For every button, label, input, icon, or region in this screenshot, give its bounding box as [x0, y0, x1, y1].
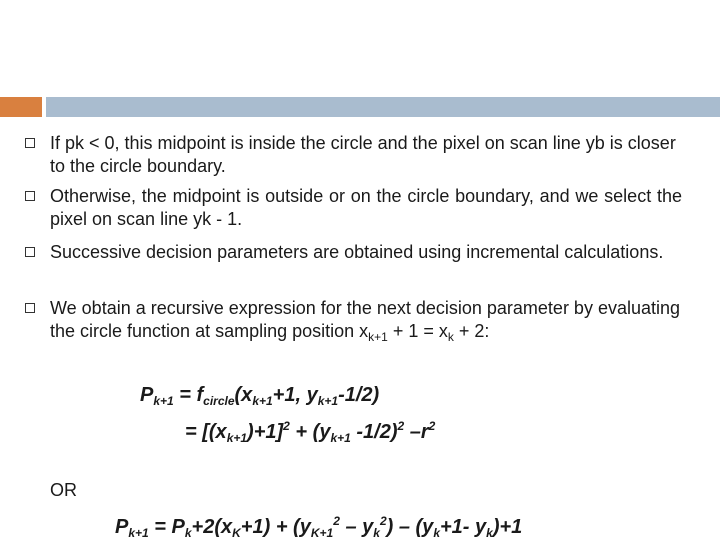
- formula-pk1-expansion: = $[(x_{k+1})+1]^2 + (y_{k+1}$ -1/2)$^2$ $-r^2$: [185, 419, 436, 445]
- bullet-marker-1: [25, 138, 35, 148]
- bullet-marker-3: [25, 247, 35, 257]
- bullet-marker-4: [25, 303, 35, 313]
- bullet-text-3: Successive decision parameters are obtained using incremental calculations.: [50, 242, 664, 262]
- bullet-text-2: Otherwise, the midpoint is outside or on the circle boundary, and we select the pixel on scan line yk - 1.: [50, 186, 682, 229]
- formula-pk1-definition: $P_{k+1} = f_{circle}(x_{k+1}+1$, $y_{k+1}-1/2$): [140, 384, 380, 408]
- bullet-text-4: We obtain a recursive expression for the next decision parameter by evaluating the circle function at sampling position $x_{k+1} + 1 = x_k + 2$:: [50, 298, 681, 344]
- title-rule-bar: [46, 97, 720, 117]
- title-accent-bar: [0, 97, 42, 117]
- bullet-marker-2: [25, 191, 35, 201]
- or-label: OR: [50, 480, 77, 500]
- formula-pk1-recursive: $P_{k+1} = P_k+2(x_K+1) + (y_{K+1}^2 - y_k^2) - (y_k+1-$ $y_k)+1$: [115, 514, 523, 540]
- bullet-text-1: If pk < 0, this midpoint is inside the circle and the pixel on scan line yb is closer to the circle boundary.: [50, 133, 676, 176]
